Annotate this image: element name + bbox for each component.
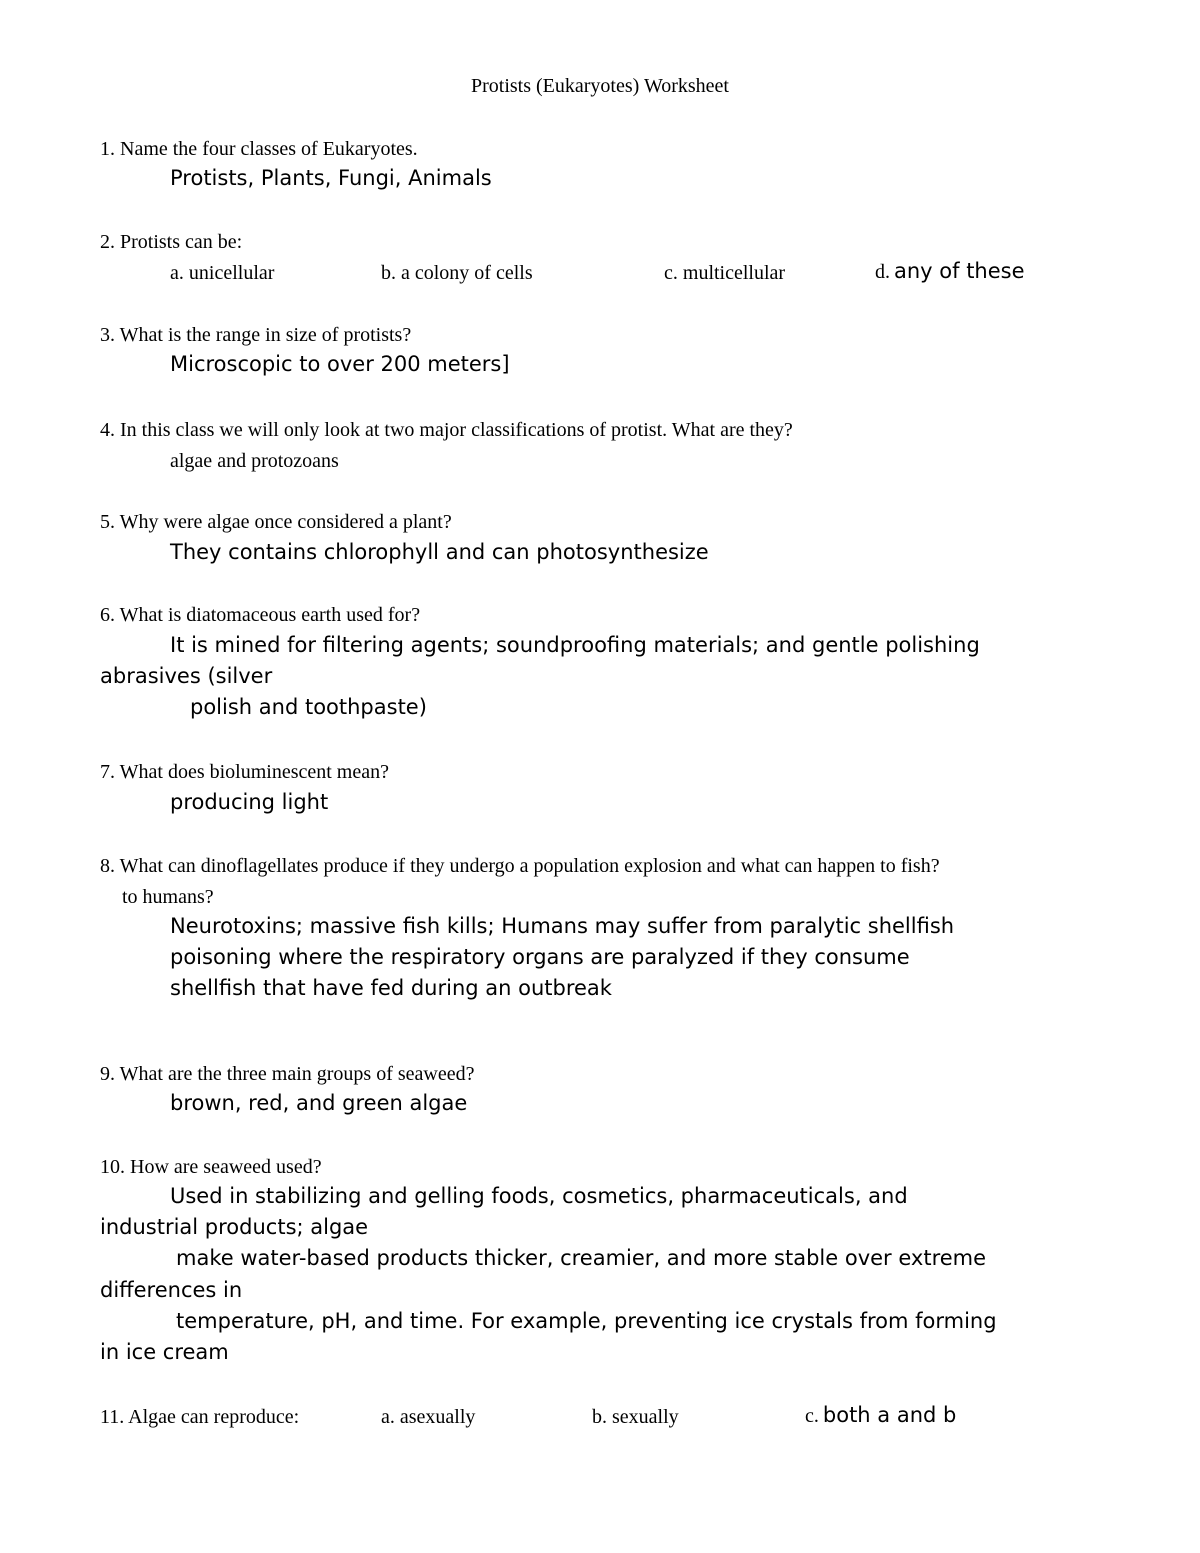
- option-letter: c.: [664, 262, 678, 284]
- answer-6-line-1: It is mined for filtering agents; soundproofing materials; and gentle polishing: [170, 633, 980, 657]
- answer-6-line-2: abrasives (silver: [100, 664, 273, 688]
- answer-1: Protists, Plants, Fungi, Animals: [170, 166, 492, 190]
- answer-6-line-3: polish and toothpaste): [190, 695, 427, 719]
- answer-10-line-5: temperature, pH, and time. For example, preventing ice crystals from forming: [176, 1309, 997, 1333]
- question-7: 7. What does bioluminescent mean?: [100, 761, 389, 783]
- answer-9: brown, red, and green algae: [170, 1091, 468, 1115]
- option-text: a colony of cells: [401, 262, 533, 284]
- answer-8-line-3: shellfish that have fed during an outbreak: [170, 976, 612, 1000]
- answer-10-line-1: Used in stabilizing and gelling foods, cosmetics, pharmaceuticals, and: [170, 1184, 908, 1208]
- page-title: Protists (Eukaryotes) Worksheet: [471, 75, 729, 97]
- q2-option-a: [170, 261, 274, 285]
- answer-10-line-4: differences in: [100, 1278, 243, 1302]
- option-letter: c.: [805, 1405, 819, 1427]
- question-6: 6. What is diatomaceous earth used for?: [100, 604, 421, 626]
- option-letter: a.: [381, 1406, 395, 1428]
- answer-3: Microscopic to over 200 meters]: [170, 352, 510, 376]
- answer-4: algae and protozoans: [170, 450, 339, 472]
- answer-10-line-6: in ice cream: [100, 1340, 229, 1364]
- q2-option-b: [381, 261, 533, 285]
- question-11: 11. Algae can reproduce:: [100, 1406, 300, 1428]
- option-letter: b.: [592, 1406, 607, 1428]
- answer-8-line-2: poisoning where the respiratory organs are paralyzed if they consume: [170, 945, 910, 969]
- question-8-line-2: to humans?: [122, 886, 214, 908]
- q2-option-c: [664, 261, 785, 285]
- question-8-line-1: 8. What can dinoflagellates produce if they undergo a population explosion and what can happen to fish?: [100, 855, 940, 877]
- option-text: unicellular: [188, 262, 275, 284]
- question-5: 5. Why were algae once considered a plant?: [100, 511, 452, 533]
- option-text-answer: both a and b: [822, 1403, 957, 1427]
- option-letter: a.: [170, 262, 184, 284]
- question-1: 1. Name the four classes of Eukaryotes.: [100, 138, 418, 160]
- option-text: asexually: [399, 1406, 476, 1428]
- answer-10-line-3: make water-based products thicker, creamier, and more stable over extreme: [176, 1246, 987, 1270]
- q11-option-b: [592, 1405, 679, 1429]
- q2-option-d: [875, 257, 1025, 285]
- answer-10-line-2: industrial products; algae: [100, 1215, 369, 1239]
- q11-option-a: [381, 1405, 475, 1429]
- question-4: 4. In this class we will only look at two major classifications of protist. What are they?: [100, 419, 793, 441]
- question-3: 3. What is the range in size of protists?: [100, 324, 412, 346]
- option-text-answer: any of these: [894, 259, 1025, 283]
- question-2: 2. Protists can be:: [100, 231, 243, 253]
- answer-7: producing light: [170, 790, 329, 814]
- option-text: sexually: [612, 1406, 679, 1428]
- option-letter: b.: [381, 262, 396, 284]
- option-text: multicellular: [682, 262, 786, 284]
- question-10: 10. How are seaweed used?: [100, 1156, 322, 1178]
- option-letter: d.: [875, 261, 890, 283]
- answer-5: They contains chlorophyll and can photosynthesize: [170, 540, 709, 564]
- answer-8-line-1: Neurotoxins; massive fish kills; Humans may suffer from paralytic shellfish: [170, 914, 955, 938]
- q11-option-c: [805, 1401, 956, 1429]
- question-9: 9. What are the three main groups of seaweed?: [100, 1063, 475, 1085]
